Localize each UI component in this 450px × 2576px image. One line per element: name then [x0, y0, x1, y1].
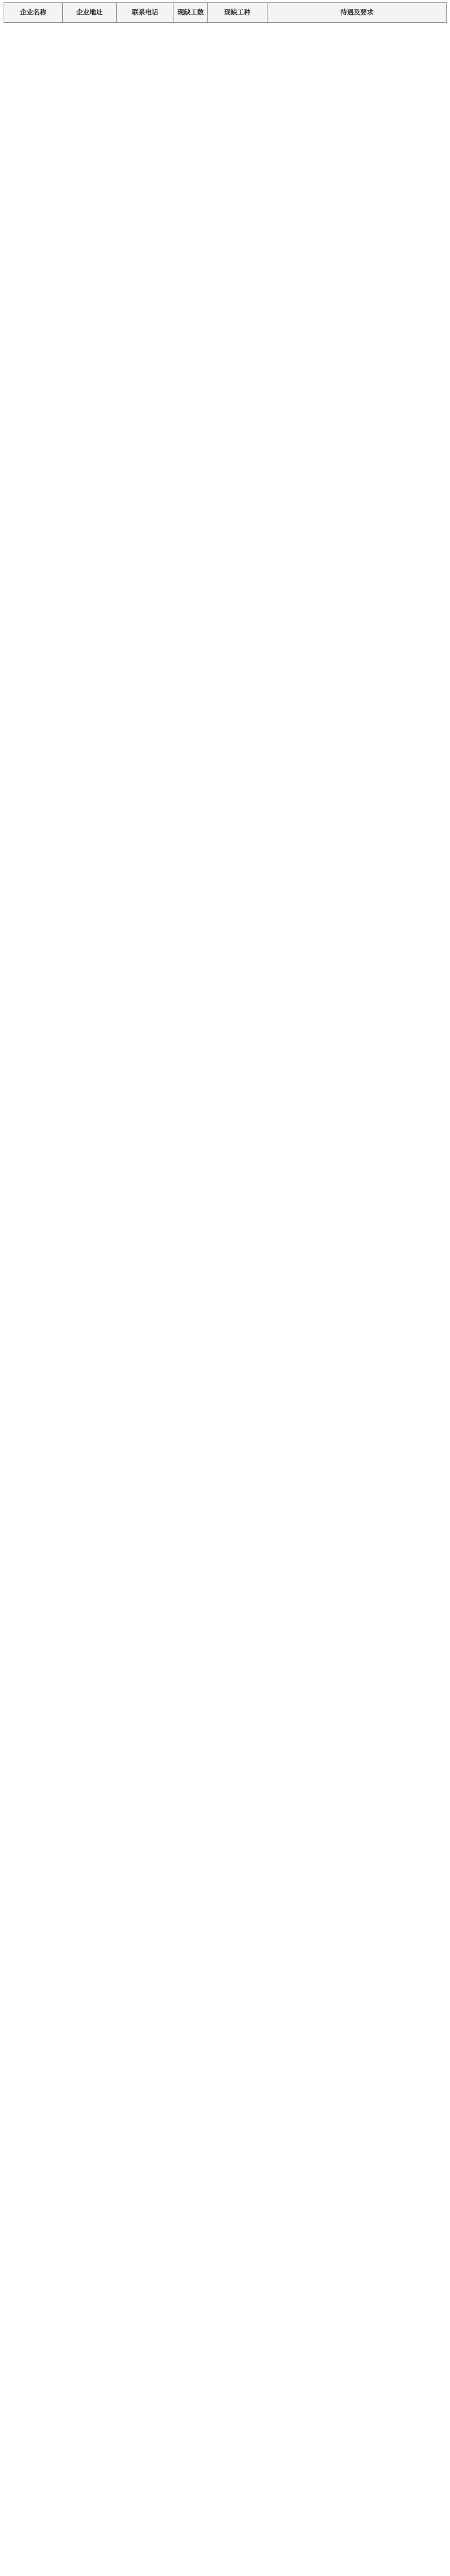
header-company-name: 企业名称: [4, 3, 63, 23]
header-pay-and-requirements: 待遇及要求: [267, 3, 447, 23]
header-row: [4, 3, 447, 23]
header-vacancy-count: 现缺工数: [174, 3, 208, 23]
recruitment-table: [4, 2, 447, 23]
header-company-address: 企业地址: [63, 3, 117, 23]
header-contact-phone: 联系电话: [117, 3, 174, 23]
header-job-types: 现缺工种: [208, 3, 267, 23]
